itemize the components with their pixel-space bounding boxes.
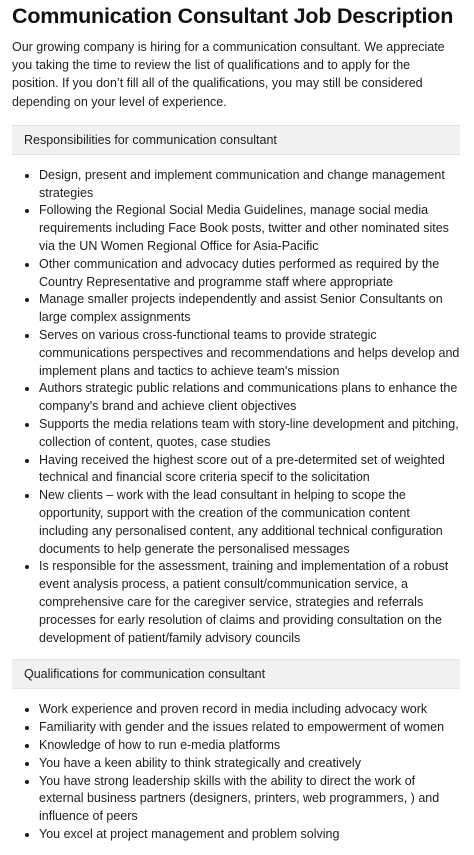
qualification-item: • Work experience and proven record in media including advocacy work [39,701,460,719]
qualification-item: • You have strong leadership skills with the ability to direct the work of external business partners (designers, printers, web programmers, ) and influence of peers [39,773,460,826]
page-title: Communication Consultant Job Description [12,4,454,28]
intro-paragraph: Our growing company is hiring for a communication consultant. We appreciate you taking the time to review the list of qualifications and to apply for the position. If you don’t fill all of the qualifications, you may still be considered depending on your level of experience. [12,40,445,109]
responsibility-item: • Serves on various cross-functional teams to provide strategic communications perspectives and recommendations and helps develop and implement plans and tactics to achieve team's mission [39,327,460,380]
responsibility-item: • Manage smaller projects independently and assist Senior Consultants on large complex assignments [39,291,460,327]
qualification-item: • Familiarity with gender and the issues related to empowerment of women [39,719,460,737]
responsibilities-header: Responsibilities for communication consultant [12,125,460,155]
qualifications-header: Qualifications for communication consultant [12,659,460,689]
responsibility-item: • Following the Regional Social Media Guidelines, manage social media requirements including Face Book posts, twitter and other nominated sites via the UN Women Regional Office for Asia-Pacific [39,202,460,255]
responsibility-item: • Having received the highest score out of a pre-determited set of weighted technical and financial score criteria specif to the solicitation [39,452,460,488]
responsibility-item: • Other communication and advocacy duties performed as required by the Country Representative and programme staff where appropriate [39,256,460,292]
responsibility-item: • Is responsible for the assessment, training and implementation of a robust event analysis process, a patient consult/communication service, a comprehensive care for the caregiver service, strategies and referrals processes for early resolution of claims and providing consultation on the development of patient/family advisory councils [39,558,460,647]
responsibilities-list [12,167,460,648]
qualification-item: • You have a keen ability to think strategically and creatively [39,755,460,773]
qualification-item: • Knowledge of how to run e-media platforms [39,737,460,755]
responsibility-item: • New clients – work with the lead consultant in helping to scope the opportunity, support with the creation of the communication content including any personalised content, any additional technical configuration documents to help generate the personalised messages [39,487,460,558]
responsibility-item: • Design, present and implement communication and change management strategies [39,167,460,203]
responsibility-item: • Supports the media relations team with story-line development and pitching, collection of content, quotes, case studies [39,416,460,452]
responsibility-item: • Authors strategic public relations and communications plans to enhance the company's brand and achieve client objectives [39,380,460,416]
qualification-item: • You excel at project management and problem solving [39,826,460,844]
qualifications-list [12,701,460,843]
